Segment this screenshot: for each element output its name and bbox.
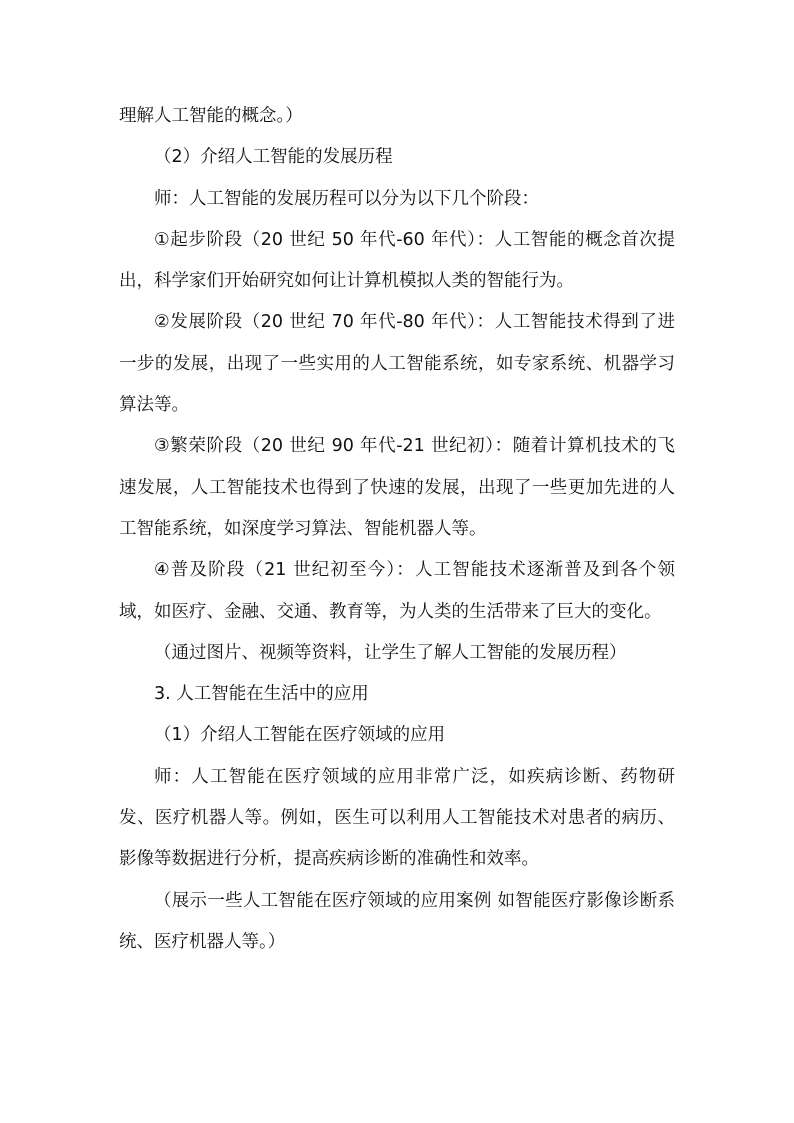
section-heading-applications: 3. 人工智能在生活中的应用 [154, 684, 369, 705]
document-body [119, 96, 675, 963]
subsection-heading-medical: （1）介绍人工智能在医疗领域的应用 [154, 725, 446, 746]
paragraph-teacher-intro: 师：人工智能的发展历程可以分为以下几个阶段： [154, 188, 539, 209]
paragraph-stage-4: ④普及阶段（21 世纪初至今）：人工智能技术逐渐普及到各个领域，如医疗、金融、交通、教育等，为人类的生活带来了巨大的变化。 [119, 560, 675, 622]
paragraph-note-media: （通过图片、视频等资料，让学生了解人工智能的发展历程） [154, 642, 627, 663]
paragraph-stage-1: ①起步阶段（20 世纪 50 年代-60 年代）：人工智能的概念首次提出，科学家们开始研究如何让计算机模拟人类的智能行为。 [119, 229, 675, 292]
paragraph-continuation: 理解人工智能的概念。） [119, 106, 303, 126]
paragraph-teacher-medical: 师：人工智能在医疗领域的应用非常广泛，如疾病诊断、药物研发、医疗机器人等。例如，医生可以利用人工智能技术对患者的病历、影像等数据进行分析，提高疾病诊断的准确性和效率。 [119, 766, 675, 870]
paragraph-note-cases: （展示一些人工智能在医疗领域的应用案例 如智能医疗影像诊断系统、医疗机器人等。） [119, 890, 675, 952]
paragraph-stage-3: ③繁荣阶段（20 世纪 90 年代-21 世纪初）：随着计算机技术的飞速发展，人工智能技术也得到了快速的发展，出现了一些更加先进的人工智能系统，如深度学习算法、智能机器人等。 [119, 436, 675, 539]
subsection-heading-history: （2）介绍人工智能的发展历程 [154, 147, 393, 168]
paragraph-stage-2: ②发展阶段（20 世纪 70 年代-80 年代）：人工智能技术得到了进一步的发展，出现了一些实用的人工智能系统，如专家系统、机器学习算法等。 [119, 312, 675, 416]
